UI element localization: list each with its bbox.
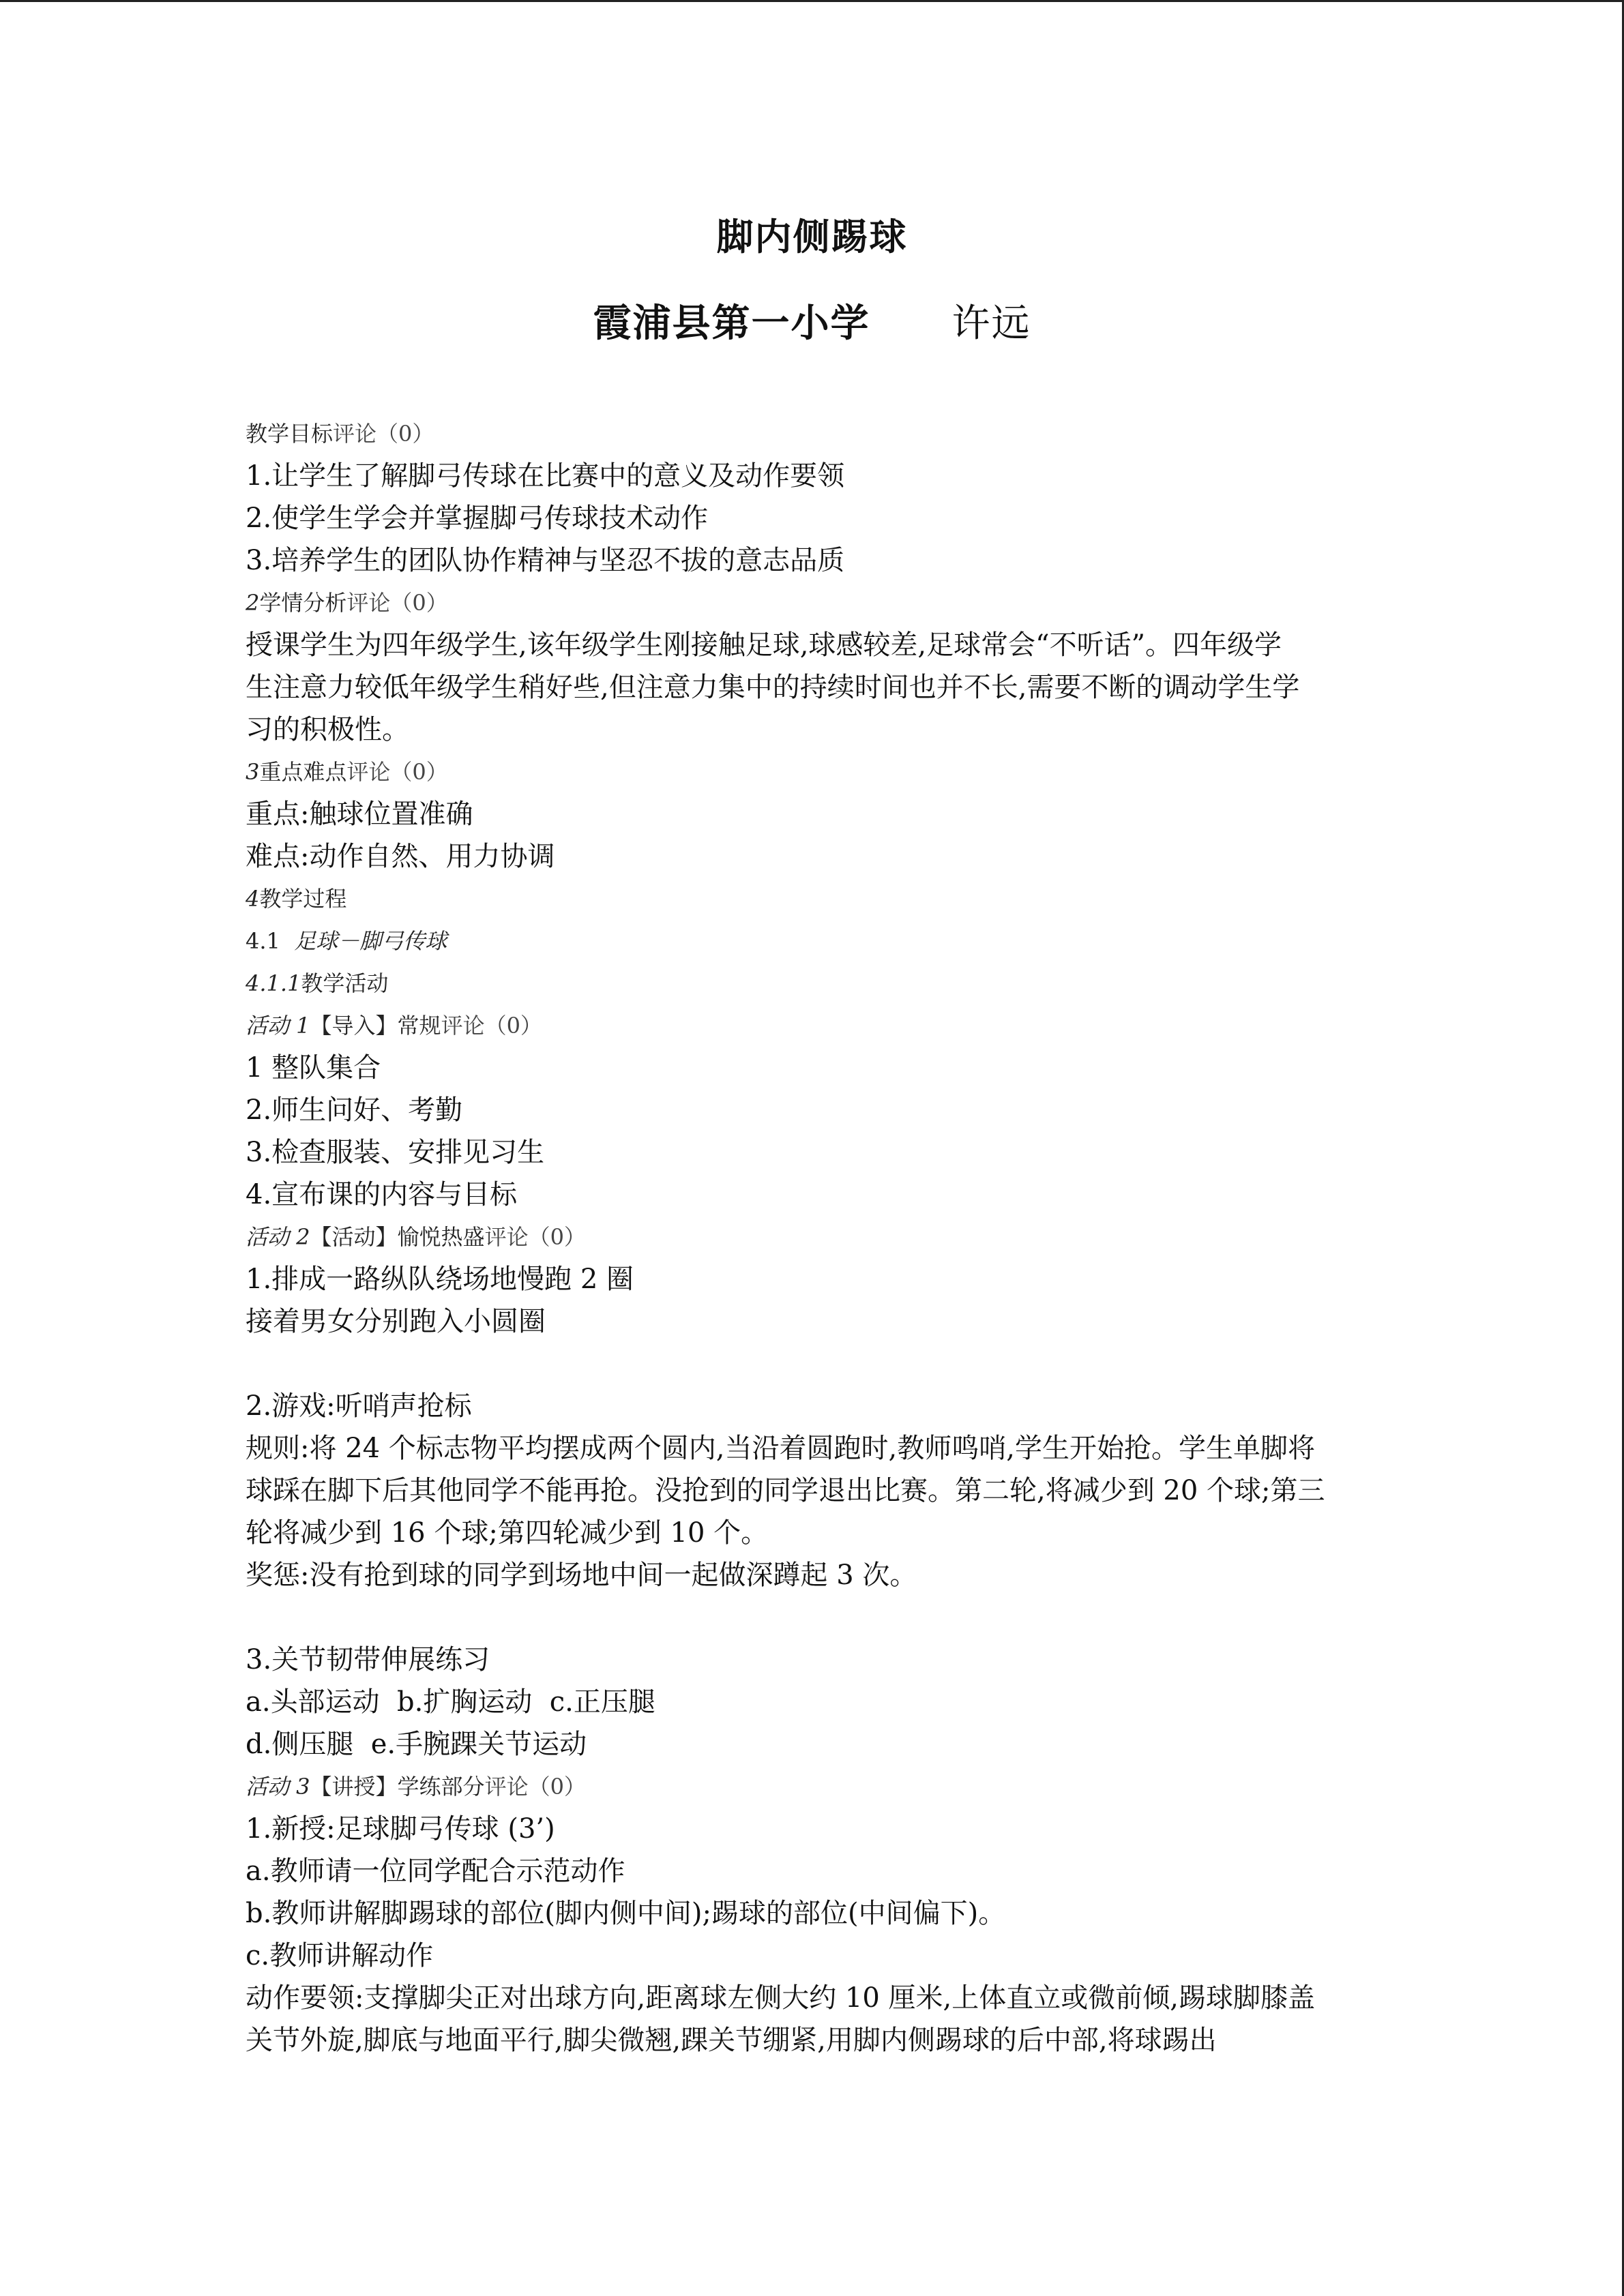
- subsection-heading: [246, 920, 1378, 962]
- paragraph-line: b.教师讲解脚踢球的部位(脚内侧中间);踢球的部位(中间偏下)。: [246, 1898, 1006, 1929]
- paragraph-line: 1 整队集合: [246, 1052, 381, 1084]
- paragraph-line: d.侧压腿 e.手腕踝关节运动: [246, 1729, 587, 1760]
- blank-line: [246, 1596, 1378, 1639]
- comment-link[interactable]: 评论（0）: [484, 1774, 586, 1800]
- paragraph-line: 4.宣布课的内容与目标: [246, 1179, 518, 1210]
- paragraph-line: 2.师生问好、考勤: [246, 1094, 463, 1126]
- paragraph-line: c.教师讲解动作: [246, 1940, 434, 1971]
- comment-link[interactable]: 评论（0）: [346, 759, 448, 785]
- heading-number: 3: [246, 759, 260, 785]
- paragraph-line: 1.让学生了解脚弓传球在比赛中的意义及动作要领: [246, 460, 845, 492]
- paragraph-line: 1.排成一路纵队绕场地慢跑 2 圈: [246, 1264, 634, 1295]
- blank-line: [246, 1343, 1378, 1385]
- heading-text: 【活动】愉悦热盛: [310, 1224, 485, 1250]
- section-heading-process: [246, 878, 1378, 920]
- paragraph-line: 轮将减少到 16 个球;第四轮减少到 10 个。: [246, 1517, 769, 1549]
- paragraph-line: 授课学生为四年级学生,该年级学生刚接触足球,球感较差,足球常会“不听话”。四年级学: [246, 629, 1282, 661]
- heading-text: 教学目标: [246, 421, 334, 447]
- section-heading-analysis: [246, 582, 1378, 624]
- paragraph-line: 生注意力较低年级学生稍好些,但注意力集中的持续时间也并不长,需要不断的调动学生学: [246, 672, 1300, 703]
- paragraph-line: 接着男女分别跑入小圆圈: [246, 1306, 546, 1337]
- activity-prefix: 活动 1: [246, 1013, 310, 1039]
- author-name: 许远: [951, 301, 1031, 346]
- section-heading-goals: [246, 413, 1378, 455]
- activity-heading: [246, 1004, 1378, 1047]
- paragraph-line: 1.新授:足球脚弓传球 (3’): [246, 1813, 555, 1845]
- section-heading-keypoints: [246, 751, 1378, 793]
- paragraph-line: 3.关节韧带伸展练习: [246, 1644, 490, 1675]
- paragraph-line: 3.检查服装、安排见习生: [246, 1137, 545, 1168]
- paragraph-line: 奖惩:没有抢到球的同学到场地中间一起做深蹲起 3 次。: [246, 1560, 917, 1591]
- activity-heading: [246, 1216, 1378, 1258]
- comment-link[interactable]: 评论（0）: [484, 1224, 586, 1250]
- activity-heading: [246, 1765, 1378, 1808]
- paragraph-line: 难点:动作自然、用力协调: [246, 841, 555, 872]
- activity-prefix: 活动 2: [246, 1224, 310, 1250]
- comment-link[interactable]: 评论（0）: [441, 1013, 542, 1039]
- comment-link[interactable]: 评论（0）: [346, 590, 448, 616]
- document-body: [246, 413, 1378, 2061]
- subsection-heading: [246, 962, 1378, 1004]
- paragraph-line: 球踩在脚下后其他同学不能再抢。没抢到的同学退出比赛。第二轮,将减少到 20 个球;第三: [246, 1475, 1325, 1506]
- heading-number: 2: [246, 590, 260, 616]
- document-title: 脚内侧踢球: [716, 215, 908, 258]
- heading-text: 重点难点: [259, 759, 347, 785]
- heading-text: 教学过程: [259, 886, 347, 912]
- paragraph-line: 规则:将 24 个标志物平均摆成两个圆内,当沿着圆跑时,教师鸣哨,学生开始抢。学生单脚将: [246, 1433, 1315, 1464]
- heading-text: 教学活动: [301, 970, 389, 996]
- heading-number: 4: [246, 886, 260, 912]
- paragraph-line: 动作要领:支撑脚尖正对出球方向,距离球左侧大约 10 厘米,上体直立或微前倾,踢球脚膝盖: [246, 1982, 1315, 2014]
- paragraph-line: a.头部运动 b.扩胸运动 c.正压腿: [246, 1686, 655, 1718]
- paragraph-line: 习的积极性。: [246, 714, 409, 745]
- paragraph-line: a.教师请一位同学配合示范动作: [246, 1855, 625, 1887]
- document-subtitle: [0, 293, 1624, 348]
- heading-number: 4.1.1: [246, 970, 301, 996]
- activity-prefix: 活动 3: [246, 1774, 310, 1800]
- comment-link[interactable]: 评论（0）: [333, 421, 434, 447]
- paragraph-line: 2.使学生学会并掌握脚弓传球技术动作: [246, 503, 709, 534]
- heading-text: 足球－脚弓传球: [294, 928, 447, 954]
- heading-text: 【讲授】学练部分: [310, 1774, 485, 1800]
- school-name: 霞浦县第一小学: [593, 301, 870, 346]
- paragraph-line: 关节外旋,脚底与地面平行,脚尖微翘,踝关节绷紧,用脚内侧踢球的后中部,将球踢出: [246, 2025, 1217, 2056]
- paragraph-line: 2.游戏:听哨声抢标: [246, 1390, 472, 1422]
- paragraph-line: 3.培养学生的团队协作精神与坚忍不拔的意志品质: [246, 545, 845, 576]
- page-border-top: [0, 0, 1624, 2]
- paragraph-line: 重点:触球位置准确: [246, 799, 473, 830]
- heading-text: 学情分析: [259, 590, 347, 616]
- heading-number: 4.1: [246, 928, 280, 954]
- heading-text: 【导入】常规: [310, 1013, 441, 1039]
